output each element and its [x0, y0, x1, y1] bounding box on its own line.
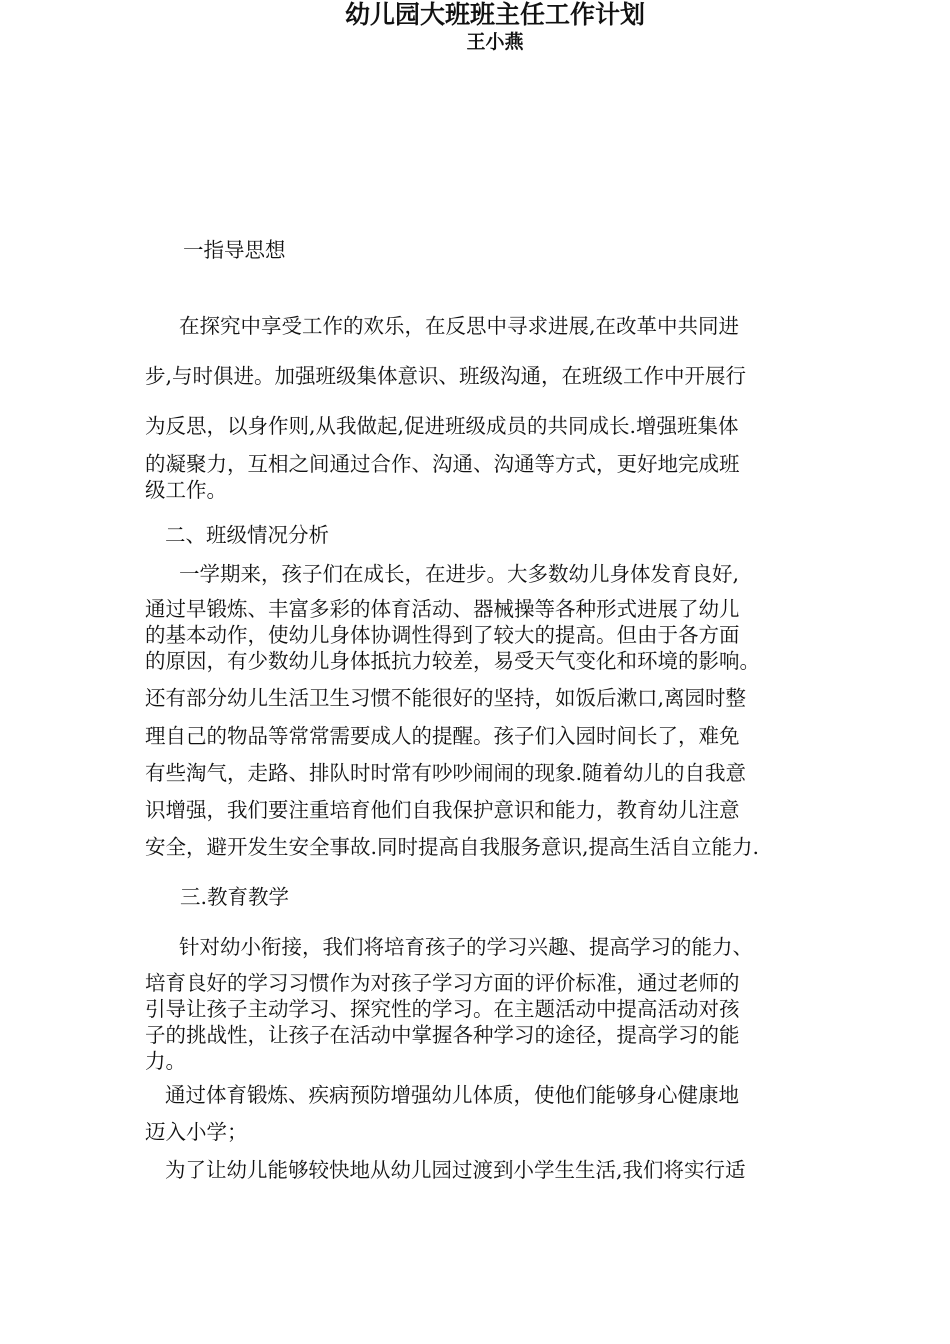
- section-heading-education: 三.教育教学: [180, 885, 290, 909]
- paragraph-line: 在探究中享受工作的欢乐，在反思中寻求进展,在改革中共同进: [179, 314, 740, 338]
- paragraph-line: 理自己的物品等常常需要成人的提醒。孩子们入园时间长了，难免: [145, 724, 740, 748]
- paragraph-line: 识增强，我们要注重培育他们自我保护意识和能力，教育幼儿注意: [145, 798, 740, 822]
- section-heading-class-analysis: 二、班级情况分析: [165, 523, 329, 547]
- paragraph-line: 针对幼小衔接，我们将培育孩子的学习兴趣、提高学习的能力、: [179, 935, 753, 959]
- paragraph-line: 的凝聚力，互相之间通过合作、沟通、沟通等方式，更好地完成班: [145, 452, 740, 476]
- paragraph-line: 为了让幼儿能够较快地从幼儿园过渡到小学生生活,我们将实行适: [165, 1158, 746, 1182]
- paragraph-line: 级工作。: [145, 478, 227, 502]
- paragraph-line: 有些淘气，走路、排队时时常有吵吵闹闹的现象.随着幼儿的自我意: [145, 761, 747, 785]
- paragraph-line: 子的挑战性，让孩子在活动中掌握各种学习的途径，提高学习的能: [145, 1023, 740, 1047]
- paragraph-line: 通过体育锻炼、疾病预防增强幼儿体质，使他们能够身心健康地: [165, 1083, 739, 1107]
- paragraph-line: 的原因，有少数幼儿身体抵抗力较差，易受天气变化和环境的影响。: [145, 649, 760, 673]
- paragraph-line: 安全，避开发生安全事故.同时提高自我服务意识,提高生活自立能力.: [145, 835, 760, 859]
- paragraph-line: 引导让孩子主动学习、探究性的学习。在主题活动中提高活动对孩: [145, 997, 740, 1021]
- section-heading-guiding-thought: 一指导思想: [183, 238, 286, 262]
- paragraph-line: 培育良好的学习习惯作为对孩子学习方面的评价标准，通过老师的: [145, 971, 740, 995]
- paragraph-line: 力。: [145, 1049, 186, 1073]
- paragraph-line: 步,与时俱进。加强班级集体意识、班级沟通，在班级工作中开展行: [145, 364, 747, 388]
- paragraph-line: 迈入小学；: [145, 1120, 248, 1144]
- paragraph-line: 一学期来，孩子们在成长，在进步。大多数幼儿身体发育良好,: [179, 562, 740, 586]
- document-title: 幼儿园大班班主任工作计划: [344, 0, 645, 29]
- paragraph-line: 为反思，以身作则,从我做起,促进班级成员的共同成长.增强班集体: [145, 414, 739, 438]
- paragraph-line: 的基本动作，使幼儿身体协调性得到了较大的提高。但由于各方面: [145, 623, 740, 647]
- paragraph-line: 通过早锻炼、丰富多彩的体育活动、器械操等各种形式进展了幼儿: [145, 597, 740, 621]
- paragraph-line: 还有部分幼儿生活卫生习惯不能很好的坚持，如饭后漱口,离园时整: [145, 686, 747, 710]
- document-author: 王小燕: [466, 31, 524, 53]
